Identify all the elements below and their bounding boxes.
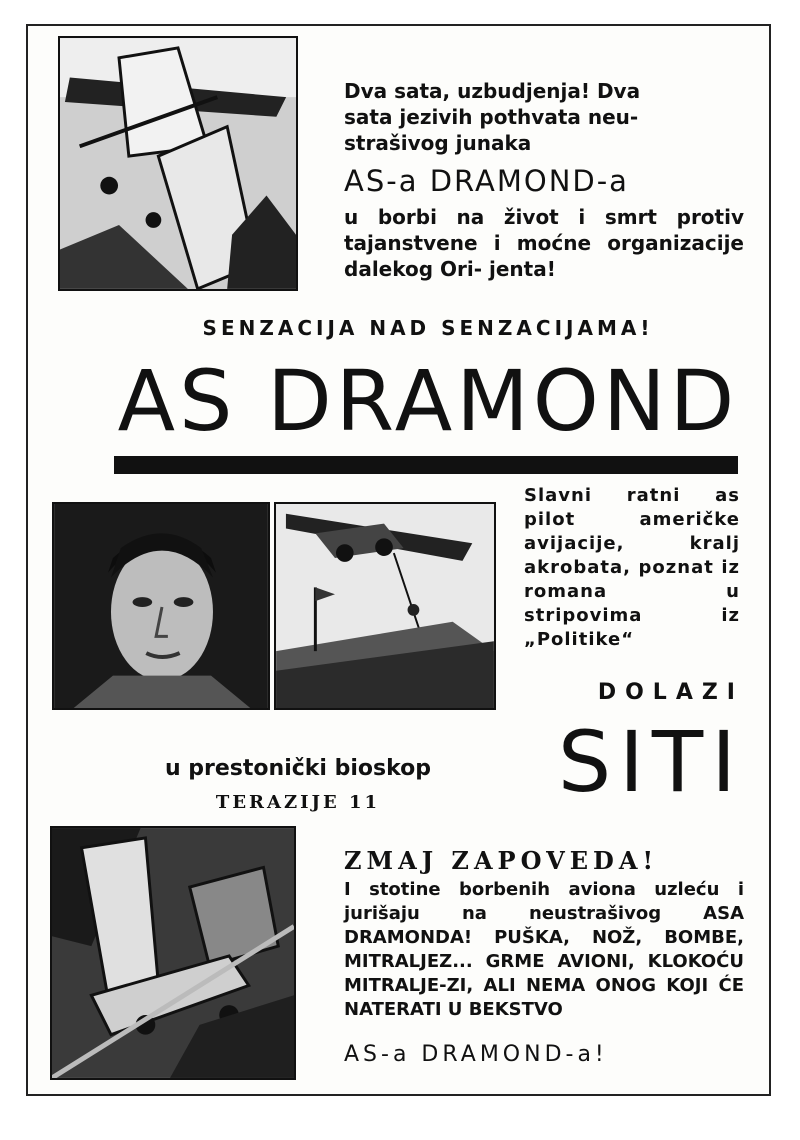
intro-line-3: strašivog junaka — [344, 131, 532, 155]
intro-line-4: u borbi na život i smrt — [344, 205, 657, 229]
intro-line-2: sata jezivih pothvata neu- — [344, 105, 639, 129]
dragon-body: I stotine borbenih aviona uzleću i jurišaju na neustrašivog ASA DRAMONDA! PUŠKA, NOŽ, BOMBE, MITRALJEZ... GRME AVIONI, KLOKOĆU MITRALJE-ZI, ALI NEMA ONOG KOJI ĆE NATERATI U BEKSTVO — [344, 879, 744, 1020]
sensation-banner: SENZACIJA NAD SENZACIJAMA! — [202, 316, 654, 340]
aerial-battle-illustration — [52, 828, 294, 1078]
hero-name: AS-a DRAMOND-a — [344, 164, 629, 198]
pilot-description: Slavni ratni as pilot američke avijacije, kralj akrobata, poznat iz romana u stripovima iz „Politike“ — [524, 485, 740, 650]
cinema-intro: u prestonički bioskop — [164, 756, 432, 781]
arrives-heading: DOLAZI — [597, 680, 744, 705]
intro-line-6: organizacije dalekog Ori- — [344, 231, 744, 281]
intro-line-5: protiv tajanstvene i moćne — [344, 205, 744, 255]
biplane-illustration — [60, 38, 296, 289]
dragon-heading: ZMAJ ZAPOVEDA! — [344, 846, 658, 875]
intro-line-7: jenta! — [489, 257, 556, 281]
title-rule — [114, 456, 738, 474]
poster — [26, 24, 771, 1096]
intro-line-1: Dva sata, uzbudjenja! Dva — [344, 79, 641, 103]
portrait-illustration — [54, 504, 268, 708]
intro-text-continued — [344, 204, 744, 282]
biplane-crash-photo — [58, 36, 298, 291]
aerial-battle-photo — [50, 826, 296, 1080]
actor-portrait-photo — [52, 502, 270, 710]
intro-text — [344, 78, 744, 156]
plane-over-ship-photo — [274, 502, 496, 710]
outro-line: AS-a DRAMOND-a! — [344, 1042, 608, 1067]
ship-plane-illustration — [276, 504, 494, 708]
cinema-address: TERAZIJE 11 — [215, 792, 381, 813]
main-title: AS DRAMOND — [117, 352, 739, 450]
cinema-name: SITI — [557, 713, 744, 811]
